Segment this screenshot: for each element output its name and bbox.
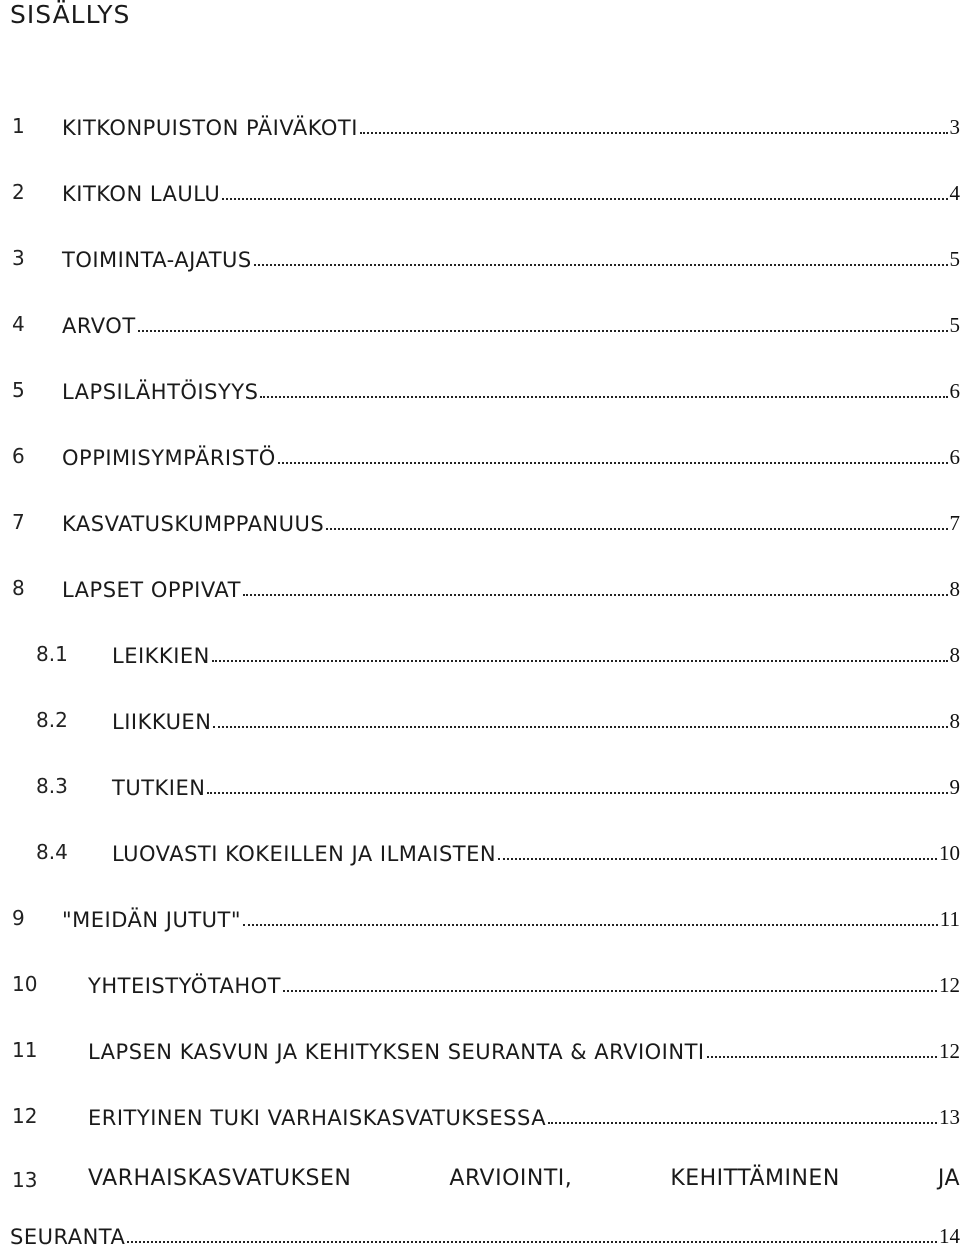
toc-entry-8-2[interactable] — [0, 706, 960, 736]
toc-entry-3[interactable] — [0, 244, 960, 274]
entry-label-line-2 — [10, 1219, 960, 1249]
dot-leader — [360, 131, 948, 134]
dot-leader — [138, 329, 948, 332]
entry-number: 12 — [12, 1104, 38, 1128]
entry-page: 14 — [939, 1224, 960, 1248]
toc-entry-7[interactable] — [0, 508, 960, 538]
entry-number: 4 — [12, 312, 25, 336]
entry-number: 9 — [12, 906, 25, 930]
entry-number: 6 — [12, 444, 25, 468]
dot-leader — [222, 197, 947, 200]
entry-label: LIIKKUEN — [112, 710, 212, 734]
entry-label: LAPSEN KASVUN JA KEHITYKSEN SEURANTA & ARVIOINTI — [88, 1040, 705, 1064]
toc-entry-11[interactable] — [0, 1036, 960, 1066]
toc-entry-2[interactable] — [0, 178, 960, 208]
dot-leader — [127, 1240, 937, 1243]
entry-label: "MEIDÄN JUTUT" — [62, 908, 242, 932]
entry-page: 8 — [949, 577, 960, 601]
entry-label: LAPSET OPPIVAT — [62, 578, 241, 602]
dot-leader — [254, 263, 948, 266]
entry-label: TOIMINTA-AJATUS — [62, 248, 252, 272]
entry-page: 4 — [949, 181, 960, 205]
entry-word: JA — [937, 1166, 960, 1191]
toc-entry-4[interactable] — [0, 310, 960, 340]
entry-label: KITKON LAULU — [62, 182, 221, 206]
dot-leader — [283, 989, 937, 992]
dot-leader — [213, 725, 947, 728]
entry-page: 6 — [949, 445, 960, 469]
dot-leader — [243, 923, 938, 926]
entry-number: 8.2 — [36, 708, 68, 732]
entry-number: 10 — [12, 972, 38, 996]
entry-number: 1 — [12, 114, 25, 138]
entry-word: ARVIOINTI, — [449, 1166, 573, 1191]
entry-number: 11 — [12, 1038, 38, 1062]
toc-entry-10[interactable] — [0, 970, 960, 1000]
entry-page: 12 — [939, 973, 960, 997]
entry-page: 8 — [949, 643, 960, 667]
entry-number: 13 — [12, 1168, 38, 1192]
entry-label-line-1 — [88, 1166, 960, 1196]
toc-entry-6[interactable] — [0, 442, 960, 472]
toc-entry-8-3[interactable] — [0, 772, 960, 802]
toc-entry-8-1[interactable] — [0, 640, 960, 670]
entry-page: 11 — [939, 907, 960, 931]
entry-label: KASVATUSKUMPPANUUS — [62, 512, 325, 536]
entry-label: OPPIMISYMPÄRISTÖ — [62, 446, 276, 470]
entry-page: 7 — [949, 511, 960, 535]
entry-number: 8.1 — [36, 642, 68, 666]
toc-entry-1[interactable] — [0, 112, 960, 142]
toc-title: SISÄLLYS — [10, 0, 131, 29]
dot-leader — [498, 857, 937, 860]
toc-entry-8[interactable] — [0, 574, 960, 604]
toc-entry-9[interactable] — [0, 904, 960, 934]
entry-number: 2 — [12, 180, 25, 204]
entry-page: 12 — [939, 1039, 960, 1063]
dot-leader — [243, 593, 948, 596]
entry-label: LUOVASTI KOKEILLEN JA ILMAISTEN — [112, 842, 497, 866]
entry-number: 3 — [12, 246, 25, 270]
dot-leader — [548, 1121, 937, 1124]
entry-page: 5 — [949, 313, 960, 337]
entry-number: 5 — [12, 378, 25, 402]
entry-page: 8 — [949, 709, 960, 733]
dot-leader — [326, 527, 947, 530]
dot-leader — [707, 1055, 937, 1058]
dot-leader — [207, 791, 947, 794]
entry-label: LEIKKIEN — [112, 644, 210, 668]
dot-leader — [260, 395, 947, 398]
dot-leader — [278, 461, 948, 464]
entry-label: ARVOT — [62, 314, 136, 338]
entry-label-continuation: SEURANTA — [10, 1225, 126, 1249]
entry-page: 3 — [949, 115, 960, 139]
toc-entry-5[interactable] — [0, 376, 960, 406]
entry-number: 7 — [12, 510, 25, 534]
dot-leader — [212, 659, 948, 662]
entry-number: 8.3 — [36, 774, 68, 798]
entry-label: ERITYINEN TUKI VARHAISKASVATUKSESSA — [88, 1106, 547, 1130]
entry-page: 13 — [939, 1105, 960, 1129]
entry-page: 9 — [949, 775, 960, 799]
entry-word: VARHAISKASVATUKSEN — [88, 1166, 352, 1191]
toc-entry-12[interactable] — [0, 1102, 960, 1132]
toc-entry-8-4[interactable] — [0, 838, 960, 868]
entry-page: 5 — [949, 247, 960, 271]
entry-label: YHTEISTYÖTAHOT — [88, 974, 281, 998]
entry-number: 8 — [12, 576, 25, 600]
entry-page: 10 — [939, 841, 960, 865]
entry-label: TUTKIEN — [112, 776, 206, 800]
entry-word: KEHITTÄMINEN — [670, 1166, 840, 1191]
entry-label: KITKONPUISTON PÄIVÄKOTI — [62, 116, 358, 140]
entry-page: 6 — [949, 379, 960, 403]
entry-label: LAPSILÄHTÖISYYS — [62, 380, 259, 404]
entry-number: 8.4 — [36, 840, 68, 864]
